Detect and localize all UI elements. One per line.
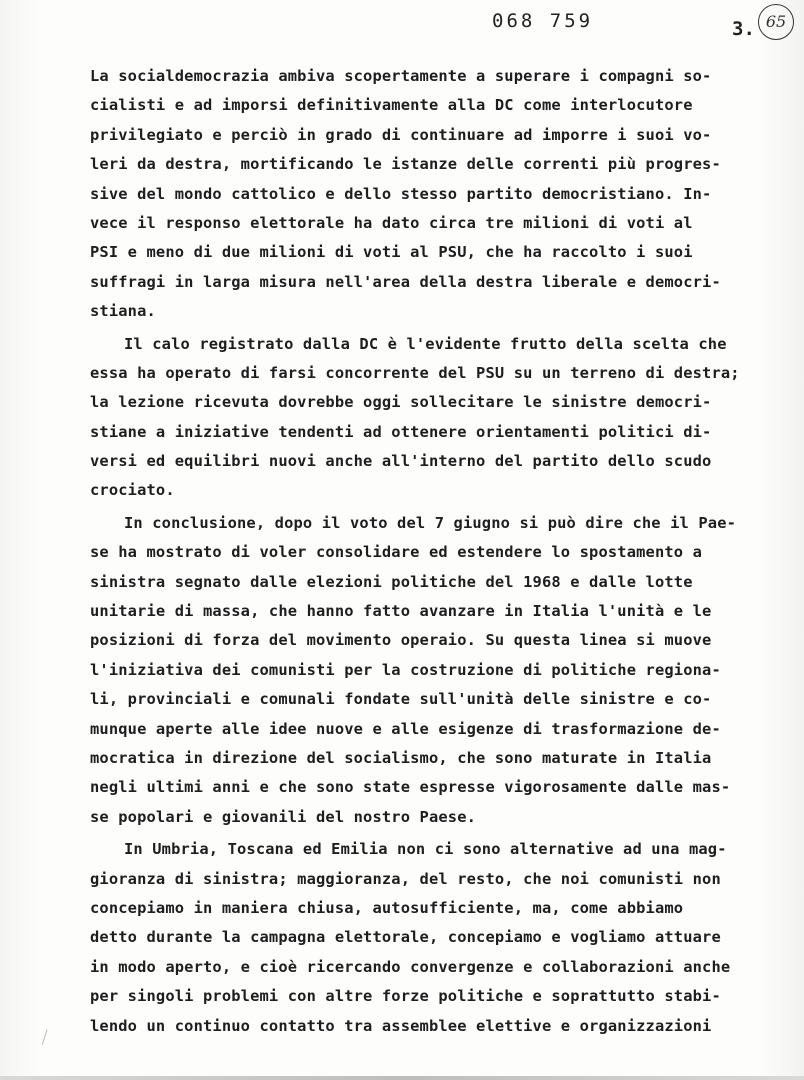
paragraph-3 (90, 509, 770, 832)
text-line: La socialdemocrazia ambiva scopertamente a superare i compagni so- (90, 67, 712, 85)
text-line: sinistra segnato dalle elezioni politiche del 1968 e dalle lotte (90, 572, 693, 591)
text-line: negli ultimi anni e che sono state espresse vigorosamente dalle mas- (90, 778, 731, 797)
text-line: in modo aperto, e cioè ricercando convergenze e collaborazioni anche (90, 957, 731, 976)
margin-pencil-mark (42, 1029, 54, 1046)
archive-number: 068 759 (492, 10, 594, 32)
text-line: privilegiato e perciò in grado di continuare ad imporre i suoi vo- (90, 125, 712, 144)
text-line: stiane a iniziative tendenti ad ottenere orientamenti politici di- (90, 422, 712, 441)
text-line: crociato. (90, 481, 175, 500)
text-line: leri da destra, mortificando le istanze delle correnti più progres- (90, 155, 721, 174)
text-line: suffragi in larga misura nell'area della destra liberale e democri- (90, 272, 721, 291)
text-line: detto durante la campagna elettorale, concepiamo e vogliamo attuare (90, 928, 721, 947)
page-number: 3. (732, 18, 755, 40)
text-line: Il calo registrato dalla DC è l'evidente frutto della scelta che (124, 334, 727, 353)
text-line: versi ed equilibri nuovi anche all'interno del partito dello scudo (90, 452, 712, 471)
scan-bottom-edge (0, 1076, 804, 1080)
text-line: posizioni di forza del movimento operaio. Su questa linea si muove (90, 631, 712, 650)
text-line: PSI e meno di due milioni di voti al PSU, che ha raccolto i suoi (90, 243, 693, 262)
text-line: concepiamo in maniera chiusa, autosufficiente, ma, come abbiamo (90, 898, 684, 917)
text-line: cialisti e ad imporsi definitivamente alla DC come interlocutore (90, 96, 693, 115)
text-line: stiana. (90, 302, 156, 321)
text-line: In Umbria, Toscana ed Emilia non ci sono alternative ad una mag- (124, 840, 727, 859)
text-line: In conclusione, dopo il voto del 7 giugno si può dire che il Pae- (124, 513, 737, 532)
paragraph-2 (90, 330, 770, 506)
text-line: lendo un continuo contatto tra assemblee elettive e organizzazioni (90, 1016, 712, 1035)
text-line: mocratica in direzione del socialismo, che sono maturate in Italia (90, 748, 712, 767)
text-line: sive del mondo cattolico e dello stesso partito democristiano. In- (90, 184, 712, 203)
document-body (90, 62, 770, 1041)
text-line: per singoli problemi con altre forze politiche e soprattutto stabi- (90, 987, 721, 1006)
paragraph-4 (90, 835, 770, 1041)
text-line: unitarie di massa, che hanno fatto avanzare in Italia l'unità e le (90, 602, 712, 621)
text-line: l'iniziativa dei comunisti per la costruzione di politiche regiona- (90, 660, 721, 679)
circled-page-number: 65 (758, 4, 794, 40)
text-line: vece il responso elettorale ha dato circa tre milioni di voti al (90, 213, 693, 232)
text-line: la lezione ricevuta dovrebbe oggi sollecitare le sinistre democri- (90, 393, 712, 412)
text-line: essa ha operato di farsi concorrente del PSU su un terreno di destra; (90, 363, 740, 382)
text-line: se ha mostrato di voler consolidare ed estendere lo spostamento a (90, 543, 703, 562)
text-line: munque aperte alle idee nuove e alle esigenze di trasformazione de- (90, 719, 721, 738)
text-line: se popolari e giovanili del nostro Paese. (90, 807, 477, 826)
text-line: li, provinciali e comunali fondate sull'unità delle sinistre e co- (90, 690, 712, 709)
paragraph-1 (90, 62, 770, 327)
text-line: gioranza di sinistra; maggioranza, del resto, che noi comunisti non (90, 869, 721, 888)
